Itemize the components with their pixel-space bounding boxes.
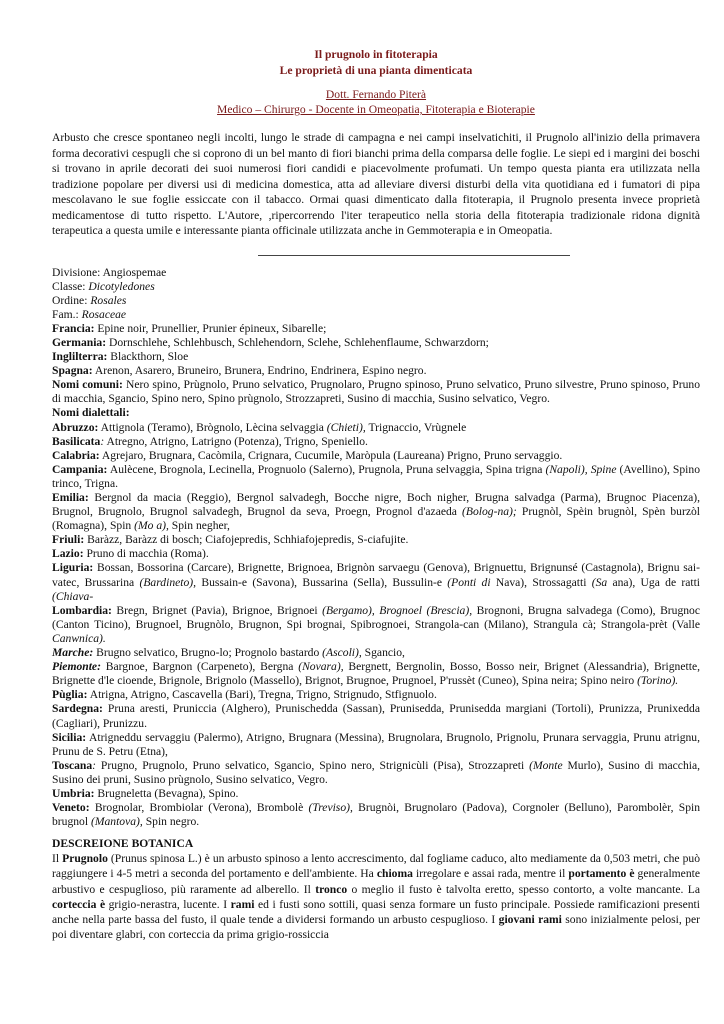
name-comuni [52,378,700,406]
value: Arenon, Asarero, Bruneiro, Brunera, Endrino, Endrinera, Espino negro. [92,364,427,378]
taxonomy-classe [52,280,700,294]
label: Marche: [52,646,94,660]
value: Bossan, Bossorina (Carcare), Brignette, Brignoea, Brignòn sarvaegu (Genova), Brignuettu, Brignunsé (Castagnola), Brignu sai-vatec, Brussarina [52,561,700,589]
value: Brugnòi, Brugnolaro (Padova), Corgnoler (Belluno), Parombolèr, Spin brugnol [52,801,701,829]
name-campania [52,463,700,491]
value: Epine noir, Prunellier, Prunier épineux, Sibarelle; [94,321,327,335]
label: Lombardia: [52,603,112,617]
value: Agrejaro, Brugnara, Cacòmila, Crignara, Cucumile, Maròpula (Laureana) Prigno, Pruno servaggio. [99,448,563,462]
value: : [92,758,97,772]
value: : [100,434,105,448]
value: (Bardineto), [134,575,197,589]
value: (Bergamo), Brognoel (Brescia), [317,603,473,617]
label: Lazio: [52,547,84,561]
name-germania [52,336,700,350]
name-sicilia [52,731,700,759]
value: Nero spino, Prùgnolo, Pruno selvatico, Prugnolaro, Prugno spinoso, Pruno selvatico, Pruno silvestre, Pruno spinoso, Pruno di macchia, Sgancio, Spino nero, Spino prùgnolo, Strozzapreti, Susino di macchia, Susino selvatico, Vegro. [52,378,700,406]
value: Brugneletta (Bevagna), Spino. [94,786,239,800]
ordine-label: Ordine: [52,293,91,307]
label: Calabria: [52,448,100,462]
title-block [52,47,700,79]
term: Prugnolo [62,852,108,866]
term: chioma [376,867,413,881]
label: Campania: [52,462,108,476]
value: (Torino). [634,674,679,688]
value: (Bolog-na); [456,505,517,519]
label: Nomi dialettali: [52,406,130,420]
label: Pùglia: [52,688,88,702]
botanica-paragraph [52,851,700,942]
name-friuli [52,533,700,547]
label: Abruzzo: [52,420,99,434]
value: Bussain-e (Savona), Bussarina (Sella), Bussulin-e [196,575,443,589]
value: Atrigneddu servaggiu (Palermo), Atrigno, Brugnara (Messina), Brugnolara, Brugnolo, Prignolu, Prunara servaggia, Prunu atrignu, Prunu de S. Petru (Etna), [52,730,700,758]
document-subtitle: Le proprietà di una pianta dimenticata [279,64,473,77]
section-heading-botanica: DESCREIONE BOTANICA [52,837,194,851]
value: Bargnoe, Bargnon (Carpeneto), Bergna [100,660,294,674]
value: (Mantova), [88,815,143,829]
value: Trignaccio, Vrùgnele [365,420,467,434]
label: Nomi comuni: [52,378,123,392]
author-block [52,87,700,117]
value: Brugno selvatico, Brugno-lo; Prognolo bastardo [93,646,320,660]
value: (Treviso), [303,801,353,815]
name-umbria [52,787,700,801]
classe-label: Classe: [52,279,89,293]
value: Atrigna, Atrigno, Cascavella (Bari), Tregna, Trigno, Strignudo, Stfignuolo. [87,688,437,702]
value: Attignola (Teramo), Brògnolo, Lècina selvaggia [98,420,324,434]
name-liguria [52,561,700,603]
value: (Ponti di [442,575,491,589]
text: Il [52,852,63,866]
value: (Sa [586,575,608,589]
name-toscana [52,759,700,787]
value: Baràzz, Baràzz di bosch; Ciafojepredis, Schhiafojepredis, S-ciafujite. [84,533,409,547]
name-spagna [52,364,700,378]
label: Toscana [52,758,93,772]
term: giovani rami [498,913,562,927]
label: Inglilterra: [52,350,108,364]
term: rami [230,897,255,911]
text: sono inizialmente pelosi, per poi diventare glabri, con corteccia da prima grigio-rossiccia [52,913,700,942]
value: Brognolar, Brombiolar (Verona), Brombolè [89,801,304,815]
label: Basilicata [52,434,101,448]
text: (Prunus spinosa L.) è un arbusto spinoso a lento accrescimento, dal fogliame caduco, alto mediamente da 0,503 metri, che può raggiungere i 4-5 metri a seconda del portamento e dell'ambiente. Ha [52,852,700,881]
value: (Chiava- [52,589,94,603]
text: o meglio il fusto è talvolta eretto, spesso contorto, a volte mancante. La [347,882,700,896]
term: portamento è [568,867,635,881]
text: ed i fusti sono sottili, quasi senza formare un fusto principale. Possiede ramificazioni presenti anche nella parte bassa del fusto, il quale tende a dividersi formando un arbusto cespuglioso. I [52,897,700,927]
value: Murlo), Susino di macchia, Susino dei pruni, Susino prùgnolo, Susino selvatico, Vegro. [52,758,700,786]
value: ana), Uga de ratti [607,575,701,589]
name-emilia [52,491,700,533]
name-veneto [52,801,700,829]
value: Pruno di macchia (Roma). [83,547,209,561]
label: Friuli: [52,533,85,547]
name-lazio [52,547,700,561]
text: grigio-nerastra, lucente. I [105,897,231,911]
name-dialettali-heading [52,406,700,420]
name-francia [52,322,700,336]
label: Liguria: [52,561,94,575]
text: irregolare e assai rada, mentre il [412,867,569,881]
value: Bregn, Brignet (Pavia), Brignoe, Brignoei [111,603,318,617]
value: (Napoli), Spine [542,462,617,476]
label: Umbria: [52,786,95,800]
name-marche [52,646,700,660]
name-basilicata [52,435,700,449]
label: Emilia: [52,491,89,504]
value: Nava), Strossagatti [490,575,587,589]
value: Sgancio, [361,646,405,660]
value: Spin negro. [142,815,200,829]
name-lombardia [52,604,700,646]
label: Spagna: [52,364,93,378]
label: Veneto: [52,801,90,815]
fam-value: Rosaceae [81,307,127,321]
term: tronco [315,882,348,896]
author-name: Dott. Fernando Piterà [325,88,427,101]
value: (Ascoli), [319,646,362,660]
classe-value: Dicotyledones [88,279,155,293]
ordine-value: Rosales [90,293,127,307]
value: Brognoni, Brugna salvadega (Como), Brugnoc (Canton Ticino), Brugnoel, Brugnòlo, Brugnon, Spi brognai, Spibrognoei, Strangola-can (Milano), Strangula cà; Strangola-prèt (Valle [52,603,700,631]
value: (Chieti), [323,420,366,434]
abstract-paragraph: Arbusto che cresce spontaneo negli incolti, lungo le strade di campagna e nei campi inselvatichiti, il Prugnolo all'inizio della primavera forma decorativi cespugli che si coprono di un bel manto di fiori bianchi prima della comparsa delle foglie. Le siepi ed i margini dei boschi si trovano in aprile decorati dei suoi numerosi fiori candidi e piacevolmente profumati. Un tempo questa pianta era utilizzata nella tradizione popolare per diversi usi di medicina domestica, atta ad alleviare diversi disturbi della vita quotidiana ed i fumatori di pipa mescolavano le sue foglie essiccate con il tabacco. Ormai quasi dimenticato dalla fitoterapia, il Prugnolo presenta invece proprietà medicamentose di tutto rispetto. L'Autore, ,ripercorrendo l'iter terapeutico nella storia della fitoterapia tradizionale ridona dignità terapeutica a questa umile e interessante pianta officinale utilizzata anche in Gemmoterapia e in Omeopatia. [52,131,700,237]
value: (Mo a), [131,519,169,533]
fam-label: Fam.: [52,307,82,321]
value: Prugnòl, Spèin brugnòl, Spèn burzòl (Romagna), Spin [52,505,701,533]
name-inghilterra [52,350,700,364]
value: Blackthorn, Sloe [107,350,189,364]
name-piemonte [52,660,700,688]
label: Sardegna: [52,702,103,716]
term: corteccia è [52,897,106,911]
label: Sicilia: [52,730,87,744]
name-abruzzo [52,421,700,435]
name-puglia [52,688,700,702]
taxonomy-and-names [52,266,700,830]
text: generalmente arbustivo e cespuglioso, più raramente ad alberello. Il [52,867,700,896]
value: Canwnica). [52,631,106,645]
taxonomy-ordine [52,294,700,308]
name-calabria [52,449,700,463]
value: (Monte [524,758,563,772]
value: (Novara), [293,660,344,674]
label: Piemonte: [52,660,101,674]
label: Francia: [52,321,95,335]
name-sardegna [52,702,700,730]
section-divider [258,255,570,256]
value: Aulècene, Brognola, Lecinella, Prognuolo (Salerno), Prugnola, Pruna selvaggia, Spina trigna [107,462,543,476]
value: Prugno, Prugnolo, Pruno selvatico, Sgancio, Spino nero, Strignicùli (Pisa), Strozzapreti [96,758,525,772]
value: Dornschlehe, Schlehbusch, Schlehendorn, Sclehe, Schlehenflaume, Schwarzdorn; [106,335,489,349]
value: Atregno, Atrigno, Latrigno (Potenza), Trigno, Speniello. [104,434,368,448]
value: Pruna aresti, Pruniccia (Alghero), Prunischedda (Sassan), Prunisedda, Prunisedda margiani (Tortoli), Prunizza, Prunixedda (Cagliari), Prunizzu. [52,702,700,730]
value: Bergnol da macia (Reggio), Bergnol salvadegh, Bocche nigre, Boch nigher, Brugna salvadga (Parma), Brugnoc Piacenza), Brugnol, Brugnolo, Brugnol salvadegh, Brugnol da seva, Proegn, Prognol d'azaeda [52,491,700,519]
taxonomy-divisione: Divisione: Angiospemae [52,265,167,279]
label: Germania: [52,335,107,349]
value: Spin negher, [168,519,230,533]
author-role: Medico – Chirurgo - Docente in Omeopatia, Fitoterapia e Bioterapie [217,103,535,116]
value: Bergnett, Bergnolin, Bosso, Bosso neir, Brignet (Alessandria), Brignette, Brignette d'le cioende, Brignole, Brignolo (Massello), Brignot, Brugnoe, Prugnoel, P'russèt (Cuneo), Spina neira; Spino neiro [52,660,700,688]
document-title: Il prugnolo in fitoterapia [314,48,438,61]
value: (Avellino), Spino trinco, Trigna. [52,462,700,490]
taxonomy-fam [52,308,700,322]
